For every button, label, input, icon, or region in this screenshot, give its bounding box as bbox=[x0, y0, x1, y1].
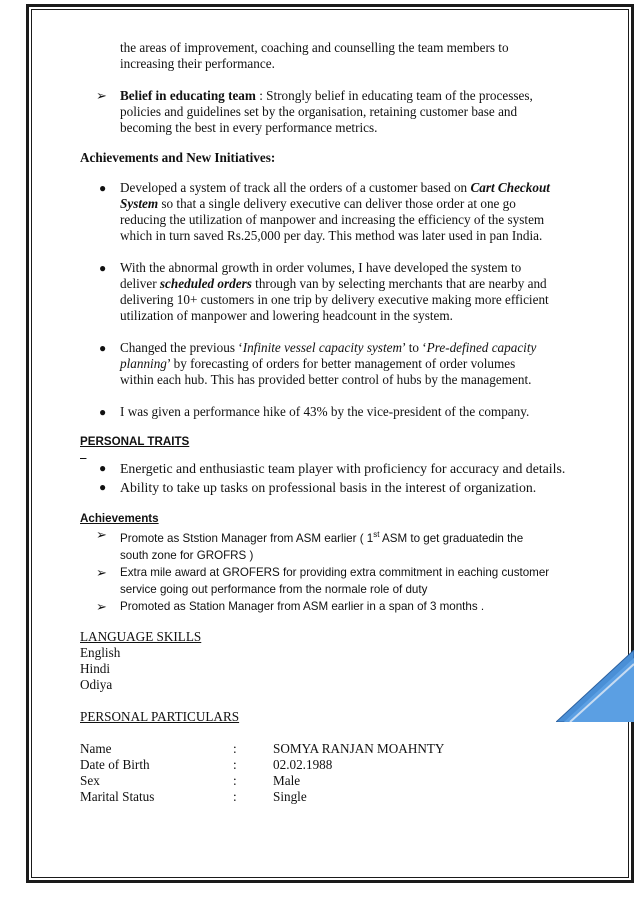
intro-line: the areas of improvement, coaching and counselling the team members to bbox=[120, 40, 509, 55]
trait-item: ● Energetic and enthusiastic team player with proficiency for accuracy and details. bbox=[99, 461, 566, 476]
arrow-bullet-icon: ➢ bbox=[96, 598, 107, 614]
belief-text: becoming the best in every performance metrics. bbox=[120, 120, 378, 135]
particulars-row bbox=[80, 757, 580, 773]
achievement-item: ➢ Promote as Ststion Manager from ASM earlier ( 1st ASM to get graduatedin the south zone for GROFRS ) bbox=[96, 527, 524, 562]
arrow-bullet-icon: ➢ bbox=[96, 88, 107, 103]
particulars-separator: : bbox=[233, 772, 237, 788]
intro-line: increasing their performance. bbox=[120, 56, 275, 71]
resume-page bbox=[80, 40, 580, 805]
particulars-value: 02.02.1988 bbox=[273, 756, 333, 772]
belief-text: : Strongly belief in educating team of the processes, bbox=[255, 88, 533, 103]
achievements-heading: Achievements bbox=[80, 512, 159, 525]
emphasis-text: planning bbox=[120, 356, 167, 371]
achievement-item: ➢ Extra mile award at GROFERS for providing extra commitment in eaching customer service going out performance from the normale role of duty bbox=[96, 564, 550, 596]
particulars-value: SOMYA RANJAN MOAHNTY bbox=[273, 740, 445, 756]
bullet-icon: ● bbox=[99, 181, 107, 195]
bullet-icon: ● bbox=[99, 341, 107, 355]
particulars-row bbox=[80, 789, 580, 805]
bullet-icon: ● bbox=[99, 405, 107, 419]
belief-title: Belief in educating team bbox=[120, 88, 256, 103]
language-skills-heading: LANGUAGE SKILLS bbox=[80, 628, 202, 644]
particulars-separator: : bbox=[233, 788, 237, 804]
achievements-initiatives-heading: Achievements and New Initiatives: bbox=[80, 150, 276, 165]
initiative-item: ● With the abnormal growth in order volumes, I have developed the system to deliver scheduled orders through van by selecting merchants that are nearby and delivering 10+ customers in one trip by delivery executive making more efficient utilization of manpower and lowering headcount in the system. bbox=[99, 260, 549, 323]
emphasis-text: Cart Checkout bbox=[470, 180, 550, 195]
emphasis-text: Pre-defined capacity bbox=[426, 340, 537, 355]
emphasis-text: System bbox=[120, 196, 159, 211]
belief-text: policies and guidelines set by the organisation, retaining customer base and bbox=[120, 104, 518, 119]
language-item: Odiya bbox=[80, 676, 113, 692]
language-item: Hindi bbox=[80, 660, 111, 676]
bullet-icon: ● bbox=[99, 480, 107, 494]
particulars-separator: : bbox=[233, 756, 237, 772]
arrow-bullet-icon: ➢ bbox=[96, 527, 107, 542]
emphasis-text: scheduled orders bbox=[159, 276, 252, 291]
intro-paragraph bbox=[120, 40, 580, 72]
emphasis-text: Infinite vessel capacity system bbox=[242, 340, 402, 355]
underline-mark bbox=[80, 449, 580, 459]
initiative-item: ● Changed the previous ‘Infinite vessel capacity system’ to ‘Pre-defined capacity planning’ by forecasting of orders for better management of order volumes within each hub. This has provided better control of hubs by the management. bbox=[99, 340, 537, 387]
personal-traits-heading: PERSONAL TRAITS bbox=[80, 435, 190, 448]
particulars-label: Name bbox=[80, 740, 112, 756]
initiative-item: ● I was given a performance hike of 43% by the vice-president of the company. bbox=[99, 404, 530, 419]
particulars-label: Marital Status bbox=[80, 788, 155, 804]
personal-particulars-heading: PERSONAL PARTICULARS bbox=[80, 708, 240, 724]
particulars-separator: : bbox=[233, 740, 237, 756]
trait-item: ● Ability to take up tasks on professional basis in the interest of organization. bbox=[99, 480, 537, 495]
particulars-label: Sex bbox=[80, 772, 100, 788]
bullet-icon: ● bbox=[99, 461, 107, 475]
particulars-row bbox=[80, 741, 580, 757]
initiative-item: ● Developed a system of track all the orders of a customer based on Cart Checkout System so that a single delivery executive can deliver those order at one go reducing the utilization of manpower and increasing the efficiency of the system which in turn saved Rs.25,000 per day. This method was later used in pan India. bbox=[99, 180, 550, 243]
particulars-value: Male bbox=[273, 772, 301, 788]
belief-item bbox=[80, 88, 580, 136]
bullet-icon: ● bbox=[99, 261, 107, 275]
particulars-value: Single bbox=[273, 788, 307, 804]
particulars-row bbox=[80, 773, 580, 789]
particulars-label: Date of Birth bbox=[80, 756, 150, 772]
arrow-bullet-icon: ➢ bbox=[96, 564, 107, 580]
language-item: English bbox=[80, 644, 121, 660]
achievement-item: ➢ Promoted as Station Manager from ASM earlier in a span of 3 months . bbox=[96, 598, 485, 614]
